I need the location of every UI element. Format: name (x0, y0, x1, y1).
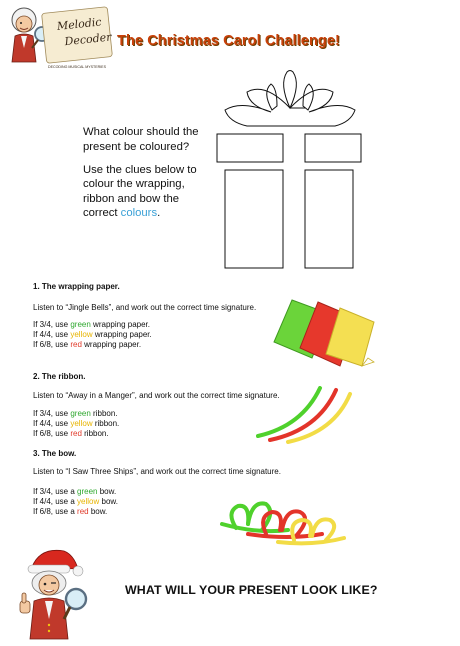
logo-tagline: DECODING MUSICAL MYSTERIES (48, 65, 106, 69)
rule-line: If 4/4, use a yellow bow. (33, 497, 118, 507)
wrapping-paper-icon (270, 296, 380, 368)
intro-text (83, 125, 208, 230)
rule-line: If 3/4, use a green bow. (33, 487, 117, 496)
rule-line: If 3/4, use green wrapping paper. (33, 320, 150, 329)
intro-instruction: Use the clues below to colour the wrapping, ribbon and bow the correct colours. (83, 163, 197, 220)
rule-line: If 6/8, use a red bow. (33, 507, 108, 517)
section-2-task: Listen to “Away in a Manger”, and work out the correct time signature. (33, 391, 280, 400)
section-3-task: Listen to “I Saw Three Ships”, and work out the correct time signature. (33, 467, 281, 476)
rule-line: If 4/4, use yellow wrapping paper. (33, 330, 152, 340)
ribbon-icon (254, 386, 358, 444)
bow-icon (218, 494, 348, 548)
present-outline-icon (215, 66, 365, 270)
section-1-heading: 1. The wrapping paper. (33, 282, 120, 291)
section-2-heading: 2. The ribbon. (33, 372, 86, 381)
logo-line1: Melodic (56, 15, 103, 34)
section-3-rules (33, 487, 118, 518)
colours-word: colours (120, 207, 158, 220)
page-title: The Christmas Carol Challenge! (117, 33, 340, 49)
rule-line: If 4/4, use yellow ribbon. (33, 419, 120, 429)
detective-mascot-icon (16, 545, 92, 641)
logo-line2: Decoder (63, 30, 112, 49)
section-3-heading: 3. The bow. (33, 449, 77, 458)
intro-question: What colour should the present be coloured? (83, 126, 199, 153)
section-1-rules (33, 320, 152, 351)
melodic-decoder-logo (4, 2, 116, 80)
section-1-task: Listen to “Jingle Bells”, and work out the correct time signature. (33, 303, 257, 312)
rule-line: If 6/8, use red wrapping paper. (33, 340, 142, 350)
section-2-rules (33, 409, 119, 440)
closing-question: WHAT WILL YOUR PRESENT LOOK LIKE? (125, 583, 378, 597)
rule-line: If 6/8, use red ribbon. (33, 429, 109, 439)
rule-line: If 3/4, use green ribbon. (33, 409, 118, 418)
